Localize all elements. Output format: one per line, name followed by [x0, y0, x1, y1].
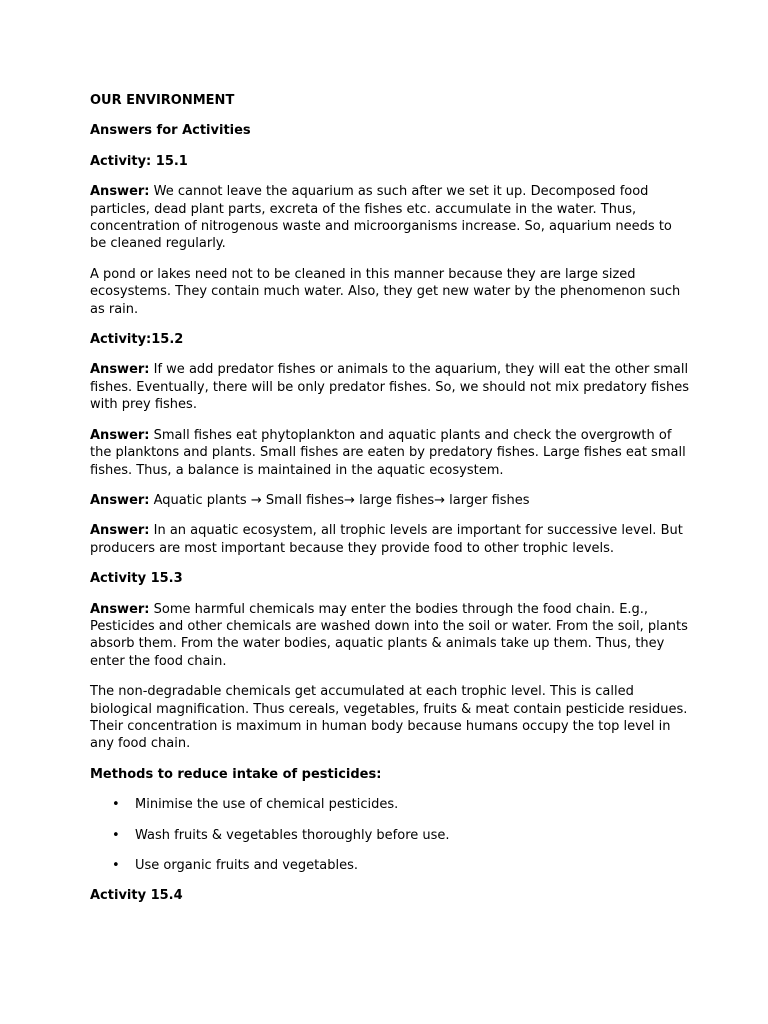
- list-item-text: Wash fruits & vegetables thoroughly before use.: [135, 827, 450, 843]
- answer-text: Aquatic plants → Small fishes→ large fishes→ larger fishes: [149, 492, 530, 508]
- activity-15-2-answer-4: [90, 522, 690, 557]
- answer-label: Answer:: [90, 362, 150, 378]
- activity-15-2-answer-1: [90, 361, 690, 413]
- activity-15-2-answer-2: [90, 427, 690, 479]
- answer-text: Small fishes eat phytoplankton and aquatic plants and check the overgrowth of the planktons and plants. Small fishes are eaten by predatory fishes. Large fishes eat small fishes. Thus, a balance is maintained in the aquatic ecosystem.: [90, 427, 686, 478]
- answer-label: Answer:: [90, 523, 150, 539]
- activity-15-1-answer: [90, 183, 690, 253]
- activity-15-2-heading: Activity:15.2: [90, 332, 184, 348]
- activity-15-1-heading: Activity: 15.1: [90, 153, 188, 169]
- answer-label: Answer:: [90, 427, 150, 443]
- bullet-icon: •: [112, 797, 120, 813]
- activity-15-4-heading: Activity 15.4: [90, 888, 183, 904]
- answer-label: Answer:: [90, 184, 150, 200]
- bullet-icon: •: [112, 827, 120, 843]
- list-item-text: Minimise the use of chemical pesticides.: [135, 797, 399, 813]
- document-title: OUR ENVIRONMENT: [90, 93, 235, 108]
- answer-text: Some harmful chemicals may enter the bodies through the food chain. E.g., Pesticides and other chemicals are washed down into the soil or water. From the soil, plants absorb them. From the water bodies, aquatic plants & animals take up them. Thus, they enter the food chain.: [90, 601, 688, 669]
- answer-text: In an aquatic ecosystem, all trophic levels are important for successive level. But producers are most important because they provide food to other trophic levels.: [90, 523, 683, 556]
- methods-heading: Methods to reduce intake of pesticides:: [90, 766, 382, 782]
- activity-15-1-paragraph: A pond or lakes need not to be cleaned in this manner because they are large sized ecosystems. They contain much water. Also, they get new water by the phenomenon such as rain.: [90, 266, 681, 317]
- answer-label: Answer:: [90, 601, 150, 617]
- list-item: [90, 796, 690, 813]
- activity-15-3-paragraph: The non-degradable chemicals get accumulated at each trophic level. This is called biological magnification. Thus cereals, vegetables, fruits & meat contain pesticide residues. Their concentration is maximum in human body because humans occupy the top level in any food chain.: [90, 684, 688, 752]
- answer-label: Answer:: [90, 492, 150, 508]
- methods-list: [90, 796, 690, 874]
- list-item: [90, 857, 690, 874]
- list-item-text: Use organic fruits and vegetables.: [135, 858, 358, 873]
- document-page: [90, 92, 690, 918]
- answer-text: We cannot leave the aquarium as such after we set it up. Decomposed food particles, dead plant parts, excreta of the fishes etc. accumulate in the water. Thus, concentration of nitrogenous waste and microorganisms increase. So, aquarium needs to be cleaned regularly.: [90, 184, 672, 252]
- activity-15-3-answer: [90, 601, 690, 671]
- document-subtitle: Answers for Activities: [90, 123, 251, 139]
- answer-text: If we add predator fishes or animals to the aquarium, they will eat the other small fishes. Eventually, there will be only predator fishes. So, we should not mix predatory fishes with prey fishes.: [90, 362, 689, 413]
- list-item: [90, 827, 690, 844]
- bullet-icon: •: [112, 858, 120, 873]
- activity-15-3-heading: Activity 15.3: [90, 571, 183, 587]
- activity-15-2-answer-3: [90, 492, 690, 509]
